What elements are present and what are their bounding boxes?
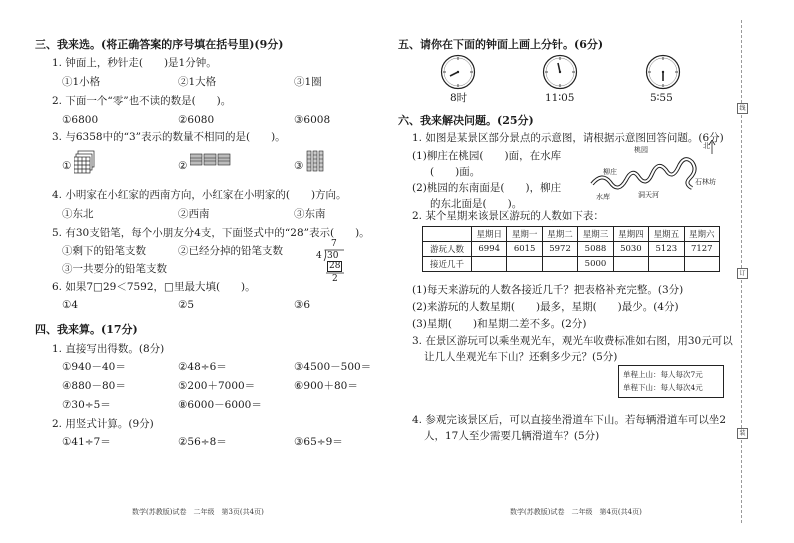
division-product: 28 <box>329 261 341 271</box>
option-b: ②西南 <box>178 208 210 220</box>
division-bracket <box>322 249 346 275</box>
visitor-table <box>422 226 720 272</box>
table-cell[interactable] <box>613 257 648 272</box>
table-cell: 星期五 <box>649 227 684 242</box>
option-c: ③一共要分的铅笔支数 <box>62 263 167 275</box>
question-text: 1. 钟面上，秒针走( )是1分钟。 <box>52 57 217 69</box>
hundred-blocks-icon <box>190 150 232 166</box>
calc-item: ③4500－500＝ <box>294 361 372 373</box>
option-a: ①东北 <box>62 208 94 220</box>
clock-label: 5∶55 <box>650 92 673 104</box>
option-b: ②6080 <box>178 114 215 126</box>
section-5-title: 五、请你在下面的钟面上画上分针。(6分) <box>398 38 604 51</box>
question-text: (3)星期( )和星期二差不多。(2分) <box>412 318 587 330</box>
table-cell: 6015 <box>507 242 542 257</box>
option-c: ③6008 <box>294 114 331 126</box>
hundred-cube-icon <box>74 150 96 174</box>
ten-rods-icon <box>306 150 328 174</box>
question-text: ( )面。 <box>430 166 481 178</box>
question-text: (1)柳庄在桃园( )面，在水库 <box>412 150 562 162</box>
question-text: 3. 在景区游玩可以乘坐观光车，观光车收费标准如右图，用30元可以 <box>412 335 733 347</box>
table-cell: 5030 <box>613 242 648 257</box>
option-c: ③1圈 <box>294 76 322 88</box>
price-box <box>618 365 724 398</box>
calc-item: ①940－40＝ <box>62 361 126 373</box>
calc-item: ⑤200＋7000＝ <box>178 380 256 392</box>
map-label: 柳庄 <box>603 168 617 176</box>
option-b: ②已经分掉的铅笔支数 <box>178 245 283 257</box>
table-cell[interactable] <box>649 257 684 272</box>
division-remainder: 2 <box>332 274 338 284</box>
question-text: 让几人坐观光车下山？还剩多少元？(5分) <box>424 351 618 363</box>
question-text: 5. 有30支铅笔，每个小朋友分4支，下面竖式中的“28”表示( )。 <box>52 227 370 239</box>
question-text: 人，17人至少需要几辆滑道车？(5分) <box>424 430 600 442</box>
map-label: 洞天河 <box>638 191 659 199</box>
table-cell[interactable] <box>507 257 542 272</box>
question-text: 的东北面是( )。 <box>430 198 523 210</box>
table-header-row <box>423 227 720 242</box>
price-down: 单程下山：每人每次4元 <box>623 383 703 392</box>
page-footer: 数学(苏教版)试卷 二年级 第3页(共4页) <box>132 508 264 516</box>
table-cell: 7127 <box>684 242 719 257</box>
table-cell: 5123 <box>649 242 684 257</box>
question-text: 4. 参观完该景区后，可以直接坐滑道车下山。若每辆滑道车可以坐2 <box>412 414 727 426</box>
table-cell <box>423 227 472 242</box>
option-c: ③6 <box>294 299 311 311</box>
clock-face-icon <box>645 54 681 90</box>
question-text: 2. 用竖式计算。(9分) <box>52 418 154 430</box>
question-text: (2)桃园的东南面是( )，柳庄 <box>412 182 562 194</box>
option-b: ②1大格 <box>178 76 217 88</box>
division-divisor: 4 <box>316 251 322 261</box>
option-b: ② <box>178 160 188 172</box>
question-text: 2. 下面一个“零”也不读的数是( )。 <box>52 95 232 107</box>
option-a: ①4 <box>62 299 79 311</box>
calc-item: ④880－80＝ <box>62 380 126 392</box>
table-cell: 5000 <box>578 257 613 272</box>
table-cell[interactable] <box>542 257 577 272</box>
question-text: 6. 如果7□29＜7592，□里最大填( )。 <box>52 281 256 293</box>
table-cell[interactable] <box>684 257 719 272</box>
price-up: 单程上山：每人每次7元 <box>623 370 703 379</box>
table-cell: 5972 <box>542 242 577 257</box>
clock-face-icon <box>440 54 476 90</box>
question-text: (1)每天来游玩的人数各接近几千？把表格补充完整。(3分) <box>412 284 684 296</box>
option-a: ①剩下的铅笔支数 <box>62 245 146 257</box>
binding-mark: 线 <box>737 103 748 114</box>
option-b: ②5 <box>178 299 195 311</box>
clock-face-icon <box>542 54 578 90</box>
table-cell: 星期日 <box>472 227 507 242</box>
table-cell: 游玩人数 <box>423 242 472 257</box>
option-a: ①6800 <box>62 114 99 126</box>
calc-item: ①41÷7＝ <box>62 436 111 448</box>
table-cell: 星期一 <box>507 227 542 242</box>
option-a: ① <box>62 160 72 172</box>
clock-label: 11∶05 <box>545 92 575 104</box>
calc-item: ③65÷9＝ <box>294 436 343 448</box>
section-6-title: 六、我来解决问题。(25分) <box>398 114 534 127</box>
table-row <box>423 257 720 272</box>
map-north-label: 北 <box>703 142 710 150</box>
question-text: 1. 直接写出得数。(8分) <box>52 343 165 355</box>
question-text: 4. 小明家在小红家的西南方向，小红家在小明家的( )方向。 <box>52 189 347 201</box>
map-label: 桃园 <box>634 146 648 154</box>
table-cell: 星期四 <box>613 227 648 242</box>
clock-label: 8时 <box>450 92 468 104</box>
map-label: 石林坊 <box>695 178 716 186</box>
calc-item: ⑧6000－6000＝ <box>178 399 262 411</box>
section-3-title: 三、我来选。(将正确答案的序号填在括号里)(9分) <box>35 38 284 51</box>
table-cell: 5088 <box>578 242 613 257</box>
section-4-title: 四、我来算。(17分) <box>35 323 138 336</box>
question-text: 3. 与6358中的“3”表示的数量不相同的是( )。 <box>52 131 286 143</box>
table-cell[interactable] <box>472 257 507 272</box>
table-row <box>423 242 720 257</box>
question-text: 2. 某个星期来该景区游玩的人数如下表： <box>412 210 604 222</box>
calc-item: ②48÷6＝ <box>178 361 227 373</box>
table-cell: 星期三 <box>578 227 613 242</box>
option-a: ①1小格 <box>62 76 101 88</box>
table-cell: 星期六 <box>684 227 719 242</box>
option-c: ③东南 <box>294 208 326 220</box>
table-cell: 星期二 <box>542 227 577 242</box>
table-cell: 接近几千 <box>423 257 472 272</box>
question-text: (2)来游玩的人数星期( )最多，星期( )最少。(4分) <box>412 301 679 313</box>
map-label: 水库 <box>596 193 610 201</box>
question-text: 1. 如图是某景区部分景点的示意图，请根据示意图回答问题。(6分) <box>412 132 724 144</box>
division-dividend: 30 <box>327 251 339 261</box>
calc-item: ⑥900＋80＝ <box>294 380 358 392</box>
table-cell: 6994 <box>472 242 507 257</box>
page-footer: 数学(苏教版)试卷 二年级 第4页(共4页) <box>510 508 642 516</box>
option-c: ③ <box>294 160 304 172</box>
calc-item: ⑦30÷5＝ <box>62 399 111 411</box>
division-quotient: 7 <box>331 239 337 249</box>
binding-mark: 装 <box>737 428 748 439</box>
calc-item: ②56÷8＝ <box>178 436 227 448</box>
binding-mark: 订 <box>737 268 748 279</box>
